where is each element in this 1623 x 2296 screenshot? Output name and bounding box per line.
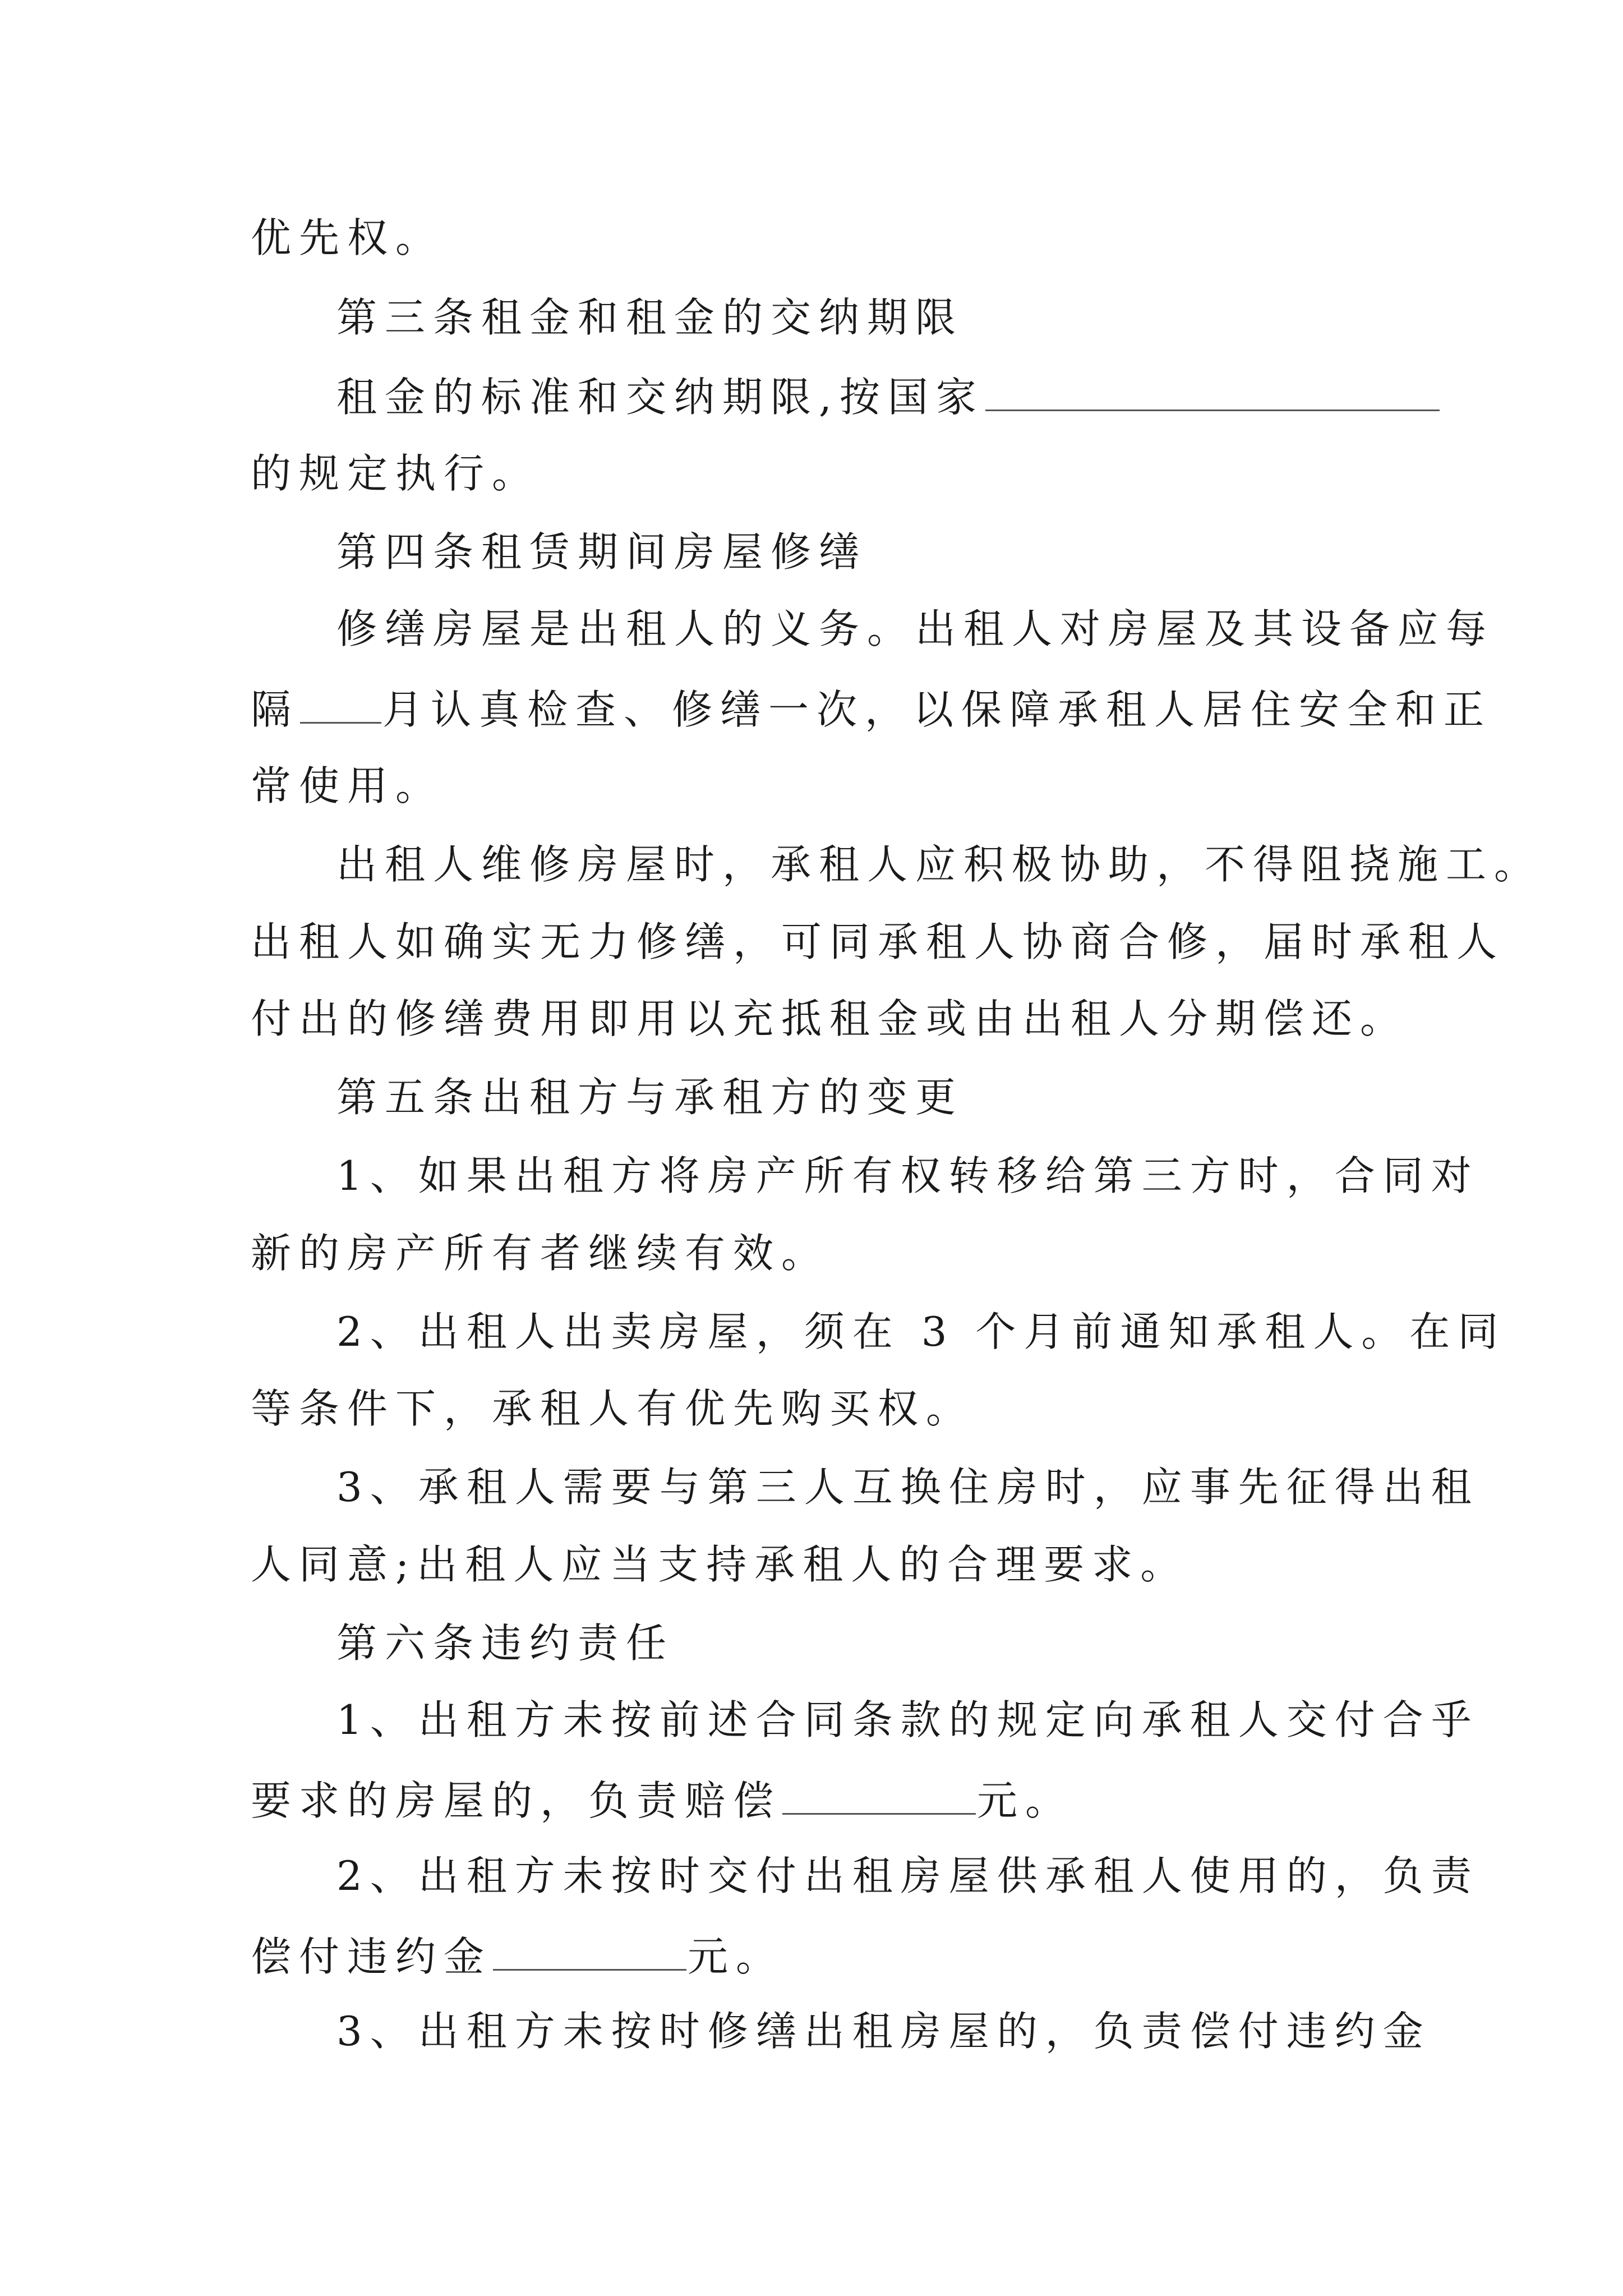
text-segment: 元。 — [688, 1933, 785, 1980]
section-heading: 第五条出租方与承租方的变更 — [336, 1074, 964, 1121]
text-line: 新的房产所有者继续有效。 — [251, 1230, 830, 1277]
fill-blank — [782, 1778, 976, 1815]
text-line: 1、如果出租方将房产所有权转移给第三方时，合同对 — [336, 1152, 1479, 1199]
text-segment: 月认真检查、修缮一次，以保障承租人居住安全和正 — [382, 686, 1492, 733]
text-line: 优先权。 — [251, 214, 444, 261]
text-line: 出租人维修房屋时，承租人应积极协助，不得阻挠施工。 — [336, 841, 1543, 888]
fill-blank — [493, 1934, 686, 1971]
text-line: 3、出租方未按时修缮出租房屋的，负责偿付违约金 — [336, 2008, 1431, 2055]
text-line: 的规定执行。 — [251, 450, 541, 497]
section-heading: 第三条租金和租金的交纳期限 — [336, 294, 964, 341]
text-line: 1、出租方未按前述合同条款的规定向承租人交付合乎 — [336, 1696, 1479, 1743]
text-segment: 元。 — [977, 1777, 1074, 1824]
text-line: 2、出租方未按时交付出租房屋供承租人使用的，负责 — [336, 1852, 1479, 1899]
section-heading: 第四条租赁期间房屋修缮 — [336, 528, 868, 576]
text-segment: 租金的标准和交纳期限,按国家 — [336, 374, 984, 421]
text-line: 常使用。 — [251, 762, 444, 809]
text-line — [336, 374, 1441, 421]
text-line — [251, 686, 1492, 733]
fill-blank — [985, 375, 1440, 411]
fill-blank — [300, 687, 381, 724]
text-line: 修缮房屋是出租人的义务。出租人对房屋及其设备应每 — [336, 605, 1495, 652]
text-line — [251, 1777, 1074, 1824]
text-line: 出租人如确实无力修缮，可同承租人协商合修，届时承租人 — [251, 918, 1505, 965]
text-line — [251, 1933, 785, 1980]
text-line: 人同意;出租人应当支持承租人的合理要求。 — [251, 1541, 1189, 1588]
text-line: 3、承租人需要与第三人互换住房时，应事先征得出租 — [336, 1464, 1479, 1511]
text-line: 2、出租人出卖房屋，须在 3 个月前通知承租人。在同 — [336, 1308, 1506, 1355]
text-segment: 要求的房屋的，负责赔偿 — [251, 1777, 782, 1824]
text-line: 付出的修缮费用即用以充抵租金或由出租人分期偿还。 — [251, 995, 1409, 1042]
section-heading: 第六条违约责任 — [336, 1619, 675, 1667]
text-segment: 偿付违约金 — [251, 1933, 492, 1980]
text-line: 等条件下，承租人有优先购买权。 — [251, 1385, 975, 1432]
text-segment: 隔 — [251, 686, 299, 733]
